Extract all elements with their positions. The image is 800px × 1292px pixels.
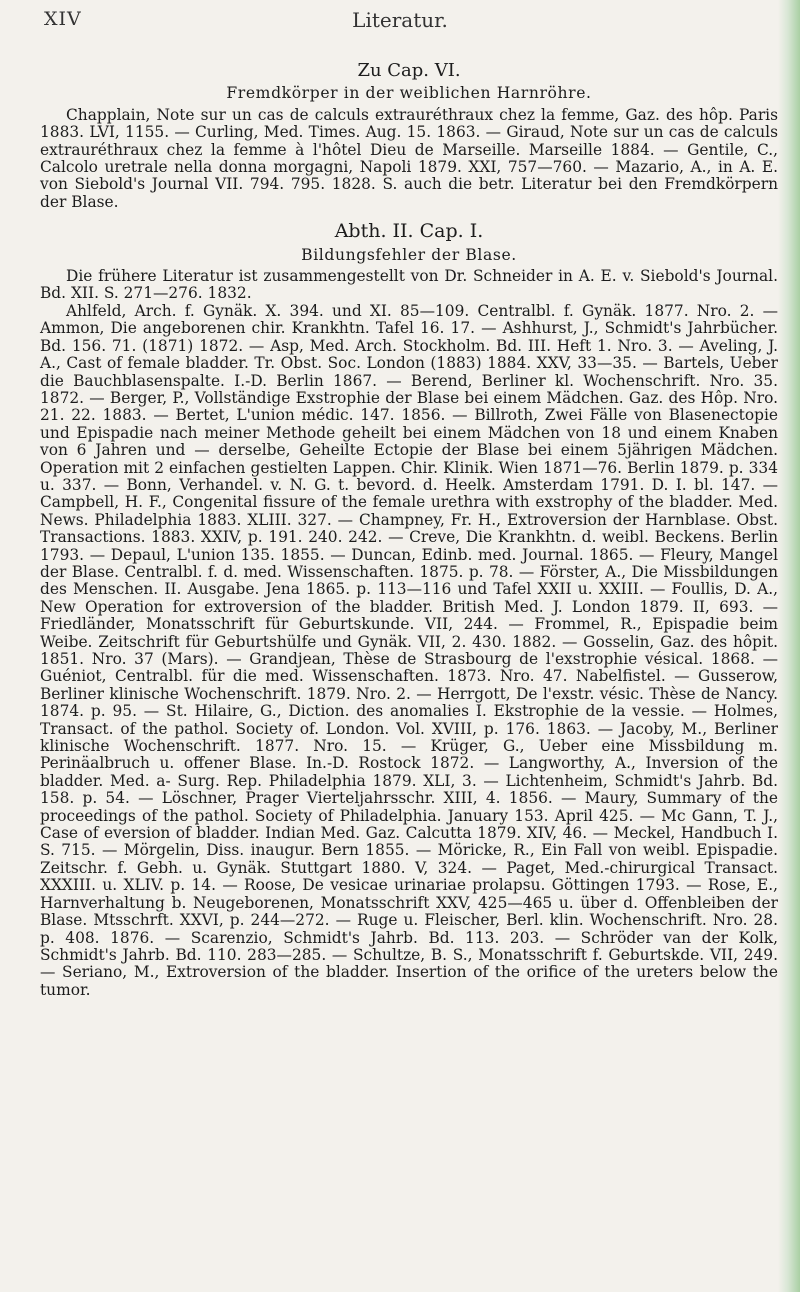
main-content [40,62,778,999]
section-subheading-fremdkoerper: Fremdkörper in der weiblichen Harnröhre. [226,84,592,103]
section-subheading-bildungsfehler: Bildungsfehler der Blase. [301,245,517,264]
section-heading-chapter-vi: Zu Cap. VI. [357,60,461,81]
bibliography-paragraph-fremdkoerper: Chapplain, Note sur un cas de calculs extrauréthraux chez la femme, Gaz. des hôp. Paris 1883. LVI, 1155. — Curling, Med. Times. Aug. 15. 1863. — Giraud, Note sur un cas de calculs extrauréthraux chez la femme à l'hôtel Dieu de Marseille. Marseille 1884. — Gentile, C., Calcolo uretrale nella donna morgagni, Napoli 1879. XXI, 757—760. — Mazario, A., in A. E. von Siebold's Journal VII. 794. 795. 1828. S. auch die betr. Literatur bei den Fremdkörpern der Blase. [40,105,778,211]
page-number: XIV [44,8,82,30]
bibliography-intro: Die frühere Literatur ist zusammengestellt von Dr. Schneider in A. E. v. Siebold's Journal. Bd. XII. S. 271—276. 1832. [40,267,778,303]
running-head [0,6,800,36]
page-edge [778,0,800,1292]
bibliography-paragraph-bildungsfehler: Ahlfeld, Arch. f. Gynäk. X. 394. und XI. 85—109. Centralbl. f. Gynäk. 1877. Nro. 2. — Ammon, Die angeborenen chir. Krankhtn. Tafel 16. 17. — Ashhurst, J., Schmidt's Jahrbücher. Bd. 156. 71. (1871) 1872. — Asp, Med. Arch. Stockholm. Bd. III. Heft 1. Nro. 3. — Aveling, J. A., Cast of female bladder. Tr. Obst. Soc. London (1883) 1884. XXV, 33—35. — Bartels, Ueber die Bauchblasenspalte. I.-D. Berlin 1867. — Berend, Berliner kl. Wochenschrift. Nro. 35. 1872. — Berger, P., Vollständige Exstrophie der Blase bei einem Mädchen. Gaz. des Hôp. Nro. 21. 22. 1883. — Bertet, L'union médic. 147. 1856. — Billroth, Zwei Fälle von Blasenectopie und Epispadie nach meiner Methode geheilt bei einem Mädchen von 18 und einem Knaben von 6 Jahren und — derselbe, Geheilte Ectopie der Blase bei einem 5jährigen Mädchen. Operation mit 2 einfachen gestielten Lappen. Chir. Klinik. Wien 1871—76. Berlin 1879. p. 334 u. 337. — Bonn, Verhandel. v. N. G. t. bevord. d. Heelk. Amsterdam 1791. D. I. bl. 147. — Campbell, H. F., Congenital fissure of the female urethra with exstrophy of the bladder. Med. News. Philadelphia 1883. XLIII. 327. — Champney, Fr. H., Extroversion der Harnblase. Obst. Transactions. 1883. XXIV, p. 191. 240. 242. — Creve, Die Krankhtn. d. weibl. Beckens. Berlin 1793. — Depaul, L'union 135. 1855. — Duncan, Edinb. med. Journal. 1865. — Fleury, Mangel der Blase. Centralbl. f. d. med. Wissenschaften. 1875. p. 78. — Förster, A., Die Missbildungen des Menschen. II. Ausgabe. Jena 1865. p. 113—116 und Tafel XXII u. XXIII. — Foullis, D. A., New Operation for extroversion of the bladder. British Med. J. London 1879. II, 693. — Friedländer, Monatsschrift für Geburtskunde. VII, 244. — Frommel, R., Epispadie beim Weibe. Zeitschrift für Geburtshülfe und Gynäk. VII, 2. 430. 1882. — Gosselin, Gaz. des hôpit. 1851. Nro. 37 (Mars). — Grandjean, Thèse de Strasbourg de l'exstrophie vésical. 1868. — Guéniot, Centralbl. für die med. Wissenschaften. 1873. Nro. 47. Nabelfistel. — Gusserow, Berliner klinische Wochenschrift. 1879. Nro. 2. — Herrgott, De l'exstr. vésic. Thèse de Nancy. 1874. p. 95. — St. Hilaire, G., Diction. des anomalies I. Ekstrophie de la vessie. — Holmes, Transact. of the pathol. Society of. London. Vol. XVIII, p. 176. 1863. — Jacoby, M., Berliner klinische Wochenschrift. 1877. Nro. 15. — Krüger, G., Ueber eine Missbildung m. Perinäalbruch u. offener Blase. In.-D. Rostock 1872. — Langworthy, A., Inversion of the bladder. Med. a- Surg. Rep. Philadelphia 1879. XLI, 3. — Lichtenheim, Schmidt's Jahrb. Bd. 158. p. 54. — Löschner, Prager Vierteljahrsschr. XIII, 4. 1856. — Maury, Summary of the proceedings of the pathol. Society of Philadelphia. January 153. April 425. — Mc Gann, T. J., Case of eversion of bladder. Indian Med. Gaz. Calcutta 1879. XIV, 46. — Meckel, Handbuch I. S. 715. — Mörgelin, Diss. inaugur. Bern 1855. — Möricke, R., Ein Fall von weibl. Epispadie. Zeitschr. f. Gebh. u. Gynäk. Stuttgart 1880. V, 324. — Paget, Med.-chirurgical Transact. XXXIII. u. XLIV. p. 14. — Roose, De vesicae urinariae prolapsu. Göttingen 1793. — Rose, E., Harnverhaltung b. Neugeborenen, Monatsschrift XXV, 425—465 u. über d. Offenbleiben der Blase. Mtsschrft. XXVI, p. 244—272. — Ruge u. Fleischer, Berl. klin. Wochenschrift. Nro. 28. p. 408. 1876. — Scarenzio, Schmidt's Jahrb. Bd. 113. 203. — Schröder van der Kolk, Schmidt's Jahrb. Bd. 110. 283—285. — Schultze, B. S., Monatsschrift f. Geburtskde. VII, 249. — Seriano, M., Extroversion of the bladder. Insertion of the orifice of the ureters below the tumor. [40,301,778,999]
running-title: Literatur. [352,8,448,32]
section-heading-abth-ii: Abth. II. Cap. I. [334,220,484,243]
